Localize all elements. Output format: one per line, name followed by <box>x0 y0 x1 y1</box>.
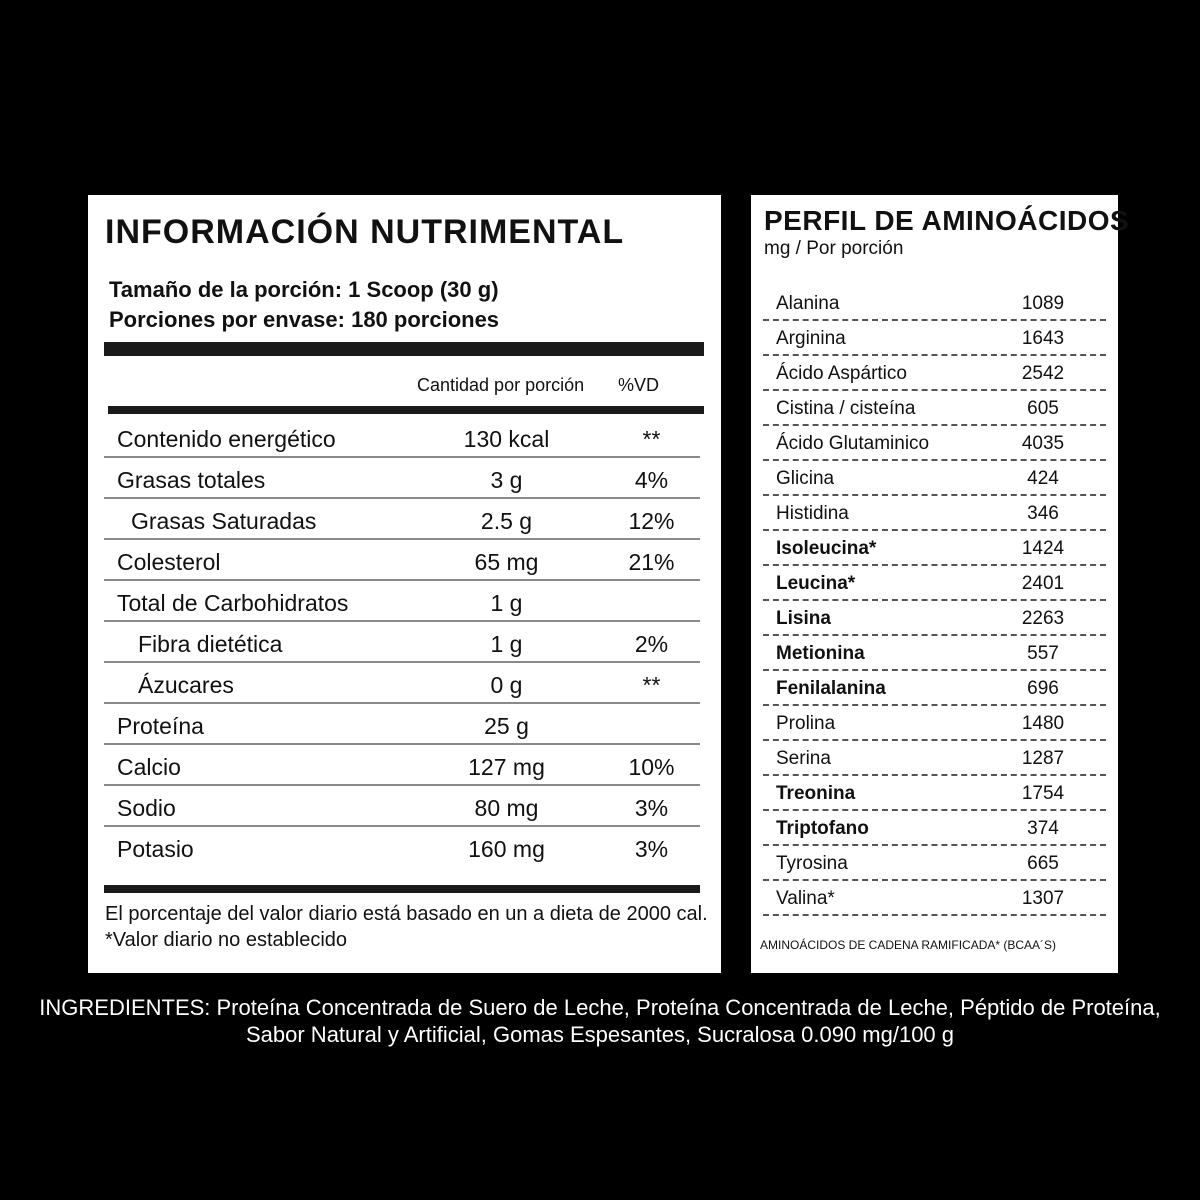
nutrient-quantity: 160 mg <box>468 836 545 862</box>
nutrient-daily-value: ** <box>642 672 661 698</box>
servings-per-container: Porciones por envase: 180 porciones <box>109 307 500 332</box>
amino-row <box>763 846 1106 881</box>
amino-value: 1480 <box>1021 713 1065 734</box>
amino-name: Serina <box>776 748 831 769</box>
nutrient-label: Ázucares <box>138 672 234 698</box>
nutrient-label: Grasas totales <box>117 467 266 493</box>
nutrient-row <box>104 827 700 868</box>
amino-name: Triptofano <box>776 818 869 839</box>
amino-value: 1089 <box>1021 293 1065 314</box>
amino-value: 1287 <box>1021 748 1065 769</box>
nutrient-quantity: 80 mg <box>474 795 539 821</box>
amino-name: Isoleucina* <box>776 538 877 559</box>
nutrient-label: Total de Carbohidratos <box>117 590 349 616</box>
nutrient-row <box>104 581 700 622</box>
nutrient-daily-value: 4% <box>634 467 669 493</box>
nutrient-quantity: 130 kcal <box>463 426 550 452</box>
amino-value: 696 <box>1027 678 1059 699</box>
nutrient-daily-value: 21% <box>628 549 675 575</box>
nutrient-label: Sodio <box>117 795 176 821</box>
amino-value: 346 <box>1027 503 1059 524</box>
amino-row <box>763 741 1106 776</box>
amino-row <box>763 706 1106 741</box>
amino-name: Arginina <box>776 328 846 349</box>
amino-value: 2263 <box>1021 608 1065 629</box>
amino-name: Valina* <box>776 888 835 909</box>
amino-name: Prolina <box>776 713 836 734</box>
bcaa-footnote: AMINOÁCIDOS DE CADENA RAMIFICADA* (BCAA´S) <box>760 938 1057 952</box>
amino-value: 1643 <box>1021 328 1065 349</box>
nutrient-label: Fibra dietética <box>138 631 283 657</box>
nutrient-label: Calcio <box>117 754 181 780</box>
nutrient-daily-value: 3% <box>634 795 669 821</box>
nutrient-quantity: 1 g <box>490 631 523 657</box>
amino-name: Leucina* <box>776 573 856 594</box>
nutrient-label: Grasas Saturadas <box>131 508 317 534</box>
column-header-daily-value: %VD <box>618 375 660 395</box>
ingredients-line-2: Sabor Natural y Artificial, Gomas Espesantes, Sucralosa 0.090 mg/100 g <box>245 1022 955 1047</box>
amino-row <box>763 356 1106 391</box>
amino-value: 4035 <box>1021 433 1065 454</box>
header-divider <box>108 406 704 414</box>
amino-row <box>763 671 1106 706</box>
amino-name: Tyrosina <box>776 853 848 874</box>
serving-size: Tamaño de la porción: 1 Scoop (30 g) <box>109 277 499 302</box>
amino-row <box>763 566 1106 601</box>
amino-row <box>763 461 1106 496</box>
amino-name: Histidina <box>776 503 849 524</box>
amino-row <box>763 776 1106 811</box>
amino-name: Cistina / cisteína <box>776 398 916 419</box>
nutrient-label: Colesterol <box>117 549 221 575</box>
nutrient-label: Potasio <box>117 836 194 862</box>
amino-value: 1307 <box>1021 888 1065 909</box>
nutrient-row <box>104 499 700 540</box>
amino-row <box>763 286 1106 321</box>
nutrient-daily-value: 2% <box>634 631 669 657</box>
nutrient-daily-value: 10% <box>628 754 675 780</box>
nutrition-title: INFORMACIÓN NUTRIMENTAL <box>105 213 625 251</box>
amino-value: 1754 <box>1021 783 1065 804</box>
footer-divider <box>104 885 700 893</box>
amino-value: 605 <box>1027 398 1059 419</box>
amino-value: 2542 <box>1021 363 1065 384</box>
not-established-footnote: *Valor diario no establecido <box>105 929 348 951</box>
daily-value-footnote: El porcentaje del valor diario está basado en un a dieta de 2000 cal. <box>105 903 708 925</box>
nutrient-row <box>104 540 700 581</box>
nutrient-label: Proteína <box>117 713 204 739</box>
amino-name: Alanina <box>776 293 840 314</box>
nutrient-quantity: 25 g <box>484 713 529 739</box>
nutrient-label: Contenido energético <box>117 426 336 452</box>
ingredients-text <box>0 994 1200 1048</box>
amino-value: 1424 <box>1021 538 1065 559</box>
nutrient-row <box>104 786 700 827</box>
amino-row <box>763 811 1106 846</box>
ingredients-line-1: INGREDIENTES: Proteína Concentrada de Suero de Leche, Proteína Concentrada de Leche, Péptido de Proteína, <box>39 995 1161 1020</box>
amino-acid-profile-panel <box>751 195 1130 973</box>
amino-row <box>763 601 1106 636</box>
amino-row <box>763 496 1106 531</box>
amino-name: Lisina <box>776 608 831 629</box>
amino-value: 424 <box>1027 468 1059 489</box>
amino-name: Ácido Aspártico <box>776 363 907 384</box>
amino-row <box>763 426 1106 461</box>
amino-value: 557 <box>1027 643 1059 664</box>
amino-row <box>763 321 1106 356</box>
nutrient-row <box>104 745 700 786</box>
nutrient-daily-value: 12% <box>628 508 675 534</box>
nutrient-daily-value: 3% <box>634 836 669 862</box>
nutrient-quantity: 0 g <box>490 672 523 698</box>
nutrient-quantity: 2.5 g <box>480 508 533 534</box>
nutrient-row <box>104 663 700 704</box>
amino-row <box>763 636 1106 671</box>
nutrition-facts-panel <box>88 195 721 973</box>
column-header-quantity: Cantidad por porción <box>417 375 585 395</box>
amino-subtitle: mg / Por porción <box>764 238 904 259</box>
amino-name: Metionina <box>776 643 865 664</box>
amino-value: 665 <box>1027 853 1059 874</box>
nutrient-quantity: 3 g <box>490 467 523 493</box>
nutrient-quantity: 1 g <box>490 590 523 616</box>
nutrient-row <box>104 704 700 745</box>
thick-divider <box>104 342 704 356</box>
amino-name: Treonina <box>776 783 856 804</box>
amino-name: Ácido Glutaminico <box>776 433 930 454</box>
amino-value: 374 <box>1027 818 1059 839</box>
amino-row <box>763 881 1106 916</box>
amino-row <box>763 391 1106 426</box>
amino-name: Fenilalanina <box>776 678 886 699</box>
nutrient-daily-value: ** <box>642 426 661 452</box>
amino-title: PERFIL DE AMINOÁCIDOS <box>764 205 1130 236</box>
nutrient-row <box>104 458 700 499</box>
nutrient-row <box>104 417 700 458</box>
nutrient-quantity: 65 mg <box>474 549 539 575</box>
amino-value: 2401 <box>1021 573 1065 594</box>
amino-row <box>763 531 1106 566</box>
amino-name: Glicina <box>776 468 835 489</box>
nutrient-row <box>104 622 700 663</box>
nutrient-quantity: 127 mg <box>468 754 545 780</box>
